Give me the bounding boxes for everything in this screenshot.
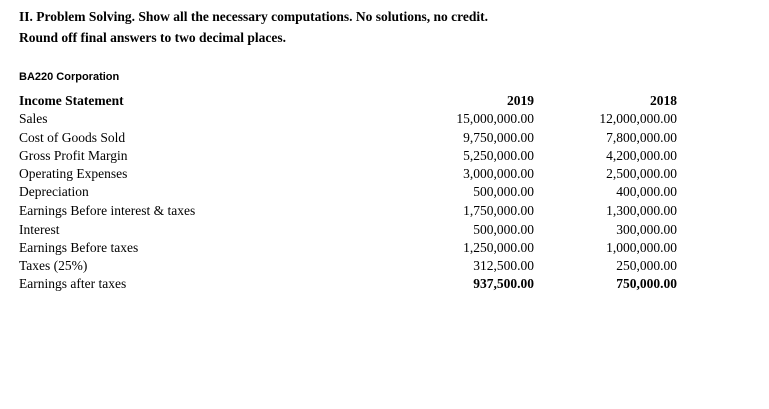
company-name: BA220 Corporation	[19, 71, 120, 83]
row-label-gross-profit-margin: Gross Profit Margin	[19, 148, 128, 163]
value-2018-taxes: 250,000.00	[616, 258, 677, 273]
value-2019-gross-profit-margin: 5,250,000.00	[463, 148, 534, 163]
value-2018-interest: 300,000.00	[616, 222, 677, 237]
statement-title: Income Statement	[19, 93, 124, 108]
value-2018-ebt: 1,000,000.00	[606, 240, 677, 255]
row-label-ebit: Earnings Before interest & taxes	[19, 203, 196, 218]
value-2018-ebit: 1,300,000.00	[606, 203, 677, 218]
value-2018-cost-of-goods-sold: 7,800,000.00	[606, 130, 677, 145]
column-header-2018: 2018	[650, 93, 677, 108]
instruction-rounding-note: Round off final answers to two decimal places.	[19, 30, 286, 45]
row-label-interest: Interest	[19, 222, 60, 237]
value-2019-cost-of-goods-sold: 9,750,000.00	[463, 130, 534, 145]
value-2019-earnings-after-taxes: 937,500.00	[473, 276, 534, 291]
value-2019-ebit: 1,750,000.00	[463, 203, 534, 218]
value-2019-taxes: 312,500.00	[473, 258, 534, 273]
row-label-depreciation: Depreciation	[19, 184, 89, 199]
value-2019-sales: 15,000,000.00	[456, 111, 534, 126]
row-label-ebt: Earnings Before taxes	[19, 240, 139, 255]
value-2018-sales: 12,000,000.00	[599, 111, 677, 126]
row-label-operating-expenses: Operating Expenses	[19, 166, 128, 181]
instruction-heading: II. Problem Solving. Show all the necessary computations. No solutions, no credit.	[19, 9, 489, 24]
value-2019-interest: 500,000.00	[473, 222, 534, 237]
row-label-cost-of-goods-sold: Cost of Goods Sold	[19, 130, 126, 145]
row-label-sales: Sales	[19, 111, 48, 126]
value-2019-depreciation: 500,000.00	[473, 184, 534, 199]
value-2019-ebt: 1,250,000.00	[463, 240, 534, 255]
column-header-2019: 2019	[507, 93, 534, 108]
value-2018-gross-profit-margin: 4,200,000.00	[606, 148, 677, 163]
value-2018-earnings-after-taxes: 750,000.00	[616, 276, 677, 291]
value-2019-operating-expenses: 3,000,000.00	[463, 166, 534, 181]
value-2018-operating-expenses: 2,500,000.00	[606, 166, 677, 181]
value-2018-depreciation: 400,000.00	[616, 184, 677, 199]
row-label-taxes: Taxes (25%)	[19, 258, 88, 273]
row-label-earnings-after-taxes: Earnings after taxes	[19, 276, 127, 291]
